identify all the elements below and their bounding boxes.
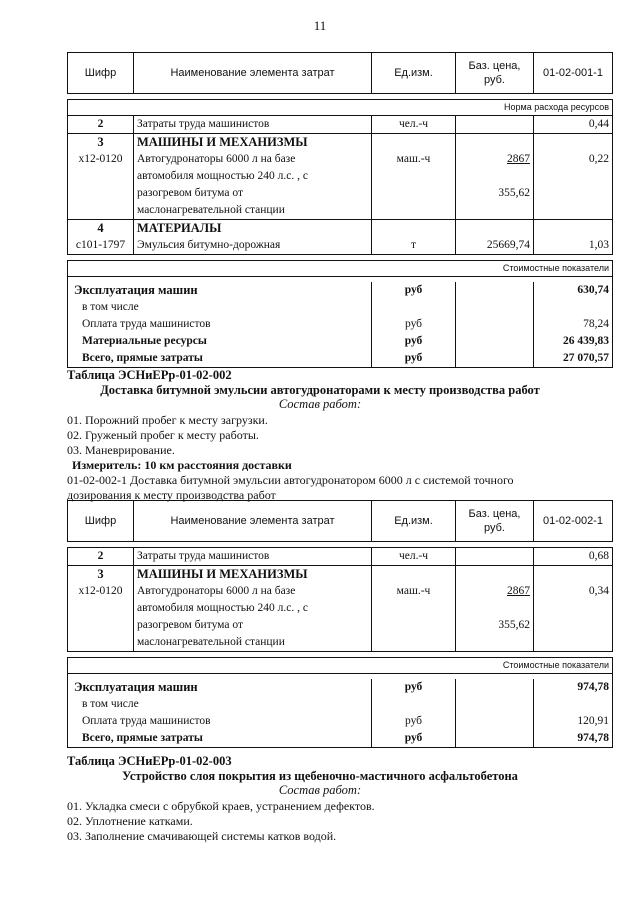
table-row: автомобиля мощностью 240 л.с. , с bbox=[68, 168, 613, 185]
band-cost: Стоимостные показатели bbox=[68, 658, 613, 674]
header-price: Баз. цена, руб. bbox=[456, 501, 534, 542]
table-label-2: Таблица ЭСНиЕРр-01-02-002 bbox=[67, 368, 232, 382]
table-row: 2 Затраты труда машинистов чел.-ч 0,68 bbox=[68, 548, 613, 566]
cost-row: Оплата труда машинистов руб 78,24 bbox=[68, 316, 613, 333]
header-code: Шифр bbox=[68, 53, 134, 94]
cost-row: в том числе bbox=[68, 696, 613, 713]
description-line: дозирования к месту производства работ bbox=[67, 488, 276, 502]
section-title-2: Доставка битумной эмульсии автогудронаторами к месту производства работ bbox=[100, 383, 540, 397]
cost-row: в том числе bbox=[68, 299, 613, 316]
header-name: Наименование элемента затрат bbox=[134, 501, 372, 542]
table-row: автомобиля мощностью 240 л.с. , с bbox=[68, 600, 613, 617]
work-item: 02. Уплотнение катками. bbox=[67, 814, 193, 828]
norm-code: 01-02-001-1 bbox=[534, 53, 613, 94]
table-row: маслонагревательной станции bbox=[68, 202, 613, 220]
estimate-table-1 bbox=[67, 52, 613, 368]
band-norm: Норма расхода ресурсов bbox=[68, 100, 613, 116]
norm-code: 01-02-002-1 bbox=[534, 501, 613, 542]
table-row: маслонагревательной станции bbox=[68, 634, 613, 652]
work-item: 03. Заполнение смачивающей системы катков водой. bbox=[67, 829, 337, 843]
table-row: 4 МАТЕРИАЛЫ bbox=[68, 220, 613, 238]
header-price: Баз. цена, руб. bbox=[456, 53, 534, 94]
page-number: 11 bbox=[313, 18, 327, 33]
cost-row: Оплата труда машинистов руб 120,91 bbox=[68, 713, 613, 730]
table-row: 2 Затраты труда машинистов чел.-ч 0,44 bbox=[68, 116, 613, 134]
table-row: с101-1797 Эмульсия битумно-дорожная т 25669,74 1,03 bbox=[68, 237, 613, 255]
section-title-3: Устройство слоя покрытия из щебеночно-мастичного асфальтобетона bbox=[122, 769, 518, 783]
table-row: х12-0120 Автогудронаторы 6000 л на базе маш.-ч 2867 0,34 bbox=[68, 583, 613, 600]
work-item: 02. Груженый пробег к месту работы. bbox=[67, 428, 259, 442]
header-unit: Ед.изм. bbox=[372, 53, 456, 94]
works-label-2: Состав работ: bbox=[278, 397, 362, 411]
cost-row: Всего, прямые затраты руб 27 070,57 bbox=[68, 350, 613, 368]
works-label-3: Состав работ: bbox=[278, 783, 362, 797]
work-item: 01. Укладка смеси с обрубкой краев, устранением дефектов. bbox=[67, 799, 375, 813]
header-name: Наименование элемента затрат bbox=[134, 53, 372, 94]
work-item: 03. Маневрирование. bbox=[67, 443, 175, 457]
table-row: 3 МАШИНЫ И МЕХАНИЗМЫ bbox=[68, 566, 613, 584]
estimate-table-2 bbox=[67, 500, 613, 748]
measure-line: Измеритель: 10 км расстояния доставки bbox=[72, 458, 292, 472]
band-cost: Стоимостные показатели bbox=[68, 261, 613, 277]
table-label-3: Таблица ЭСНиЕРр-01-02-003 bbox=[67, 754, 232, 768]
cost-row: Всего, прямые затраты руб 974,78 bbox=[68, 730, 613, 748]
cost-row: Эксплуатация машин руб 974,78 bbox=[68, 679, 613, 696]
table-row: х12-0120 Автогудронаторы 6000 л на базе маш.-ч 2867 0,22 bbox=[68, 151, 613, 168]
table-row: разогревом битума от 355,62 bbox=[68, 185, 613, 202]
header-code: Шифр bbox=[68, 501, 134, 542]
table-row: разогревом битума от 355,62 bbox=[68, 617, 613, 634]
work-item: 01. Порожний пробег к месту загрузки. bbox=[67, 413, 268, 427]
cost-row: Материальные ресурсы руб 26 439,83 bbox=[68, 333, 613, 350]
header-unit: Ед.изм. bbox=[372, 501, 456, 542]
table-row: 3 МАШИНЫ И МЕХАНИЗМЫ bbox=[68, 134, 613, 152]
table-header bbox=[68, 53, 613, 94]
table-header bbox=[68, 501, 613, 542]
cost-row: Эксплуатация машин руб 630,74 bbox=[68, 282, 613, 299]
description-line: 01-02-002-1 Доставка битумной эмульсии автогудронатором 6000 л с системой точного bbox=[67, 473, 514, 487]
